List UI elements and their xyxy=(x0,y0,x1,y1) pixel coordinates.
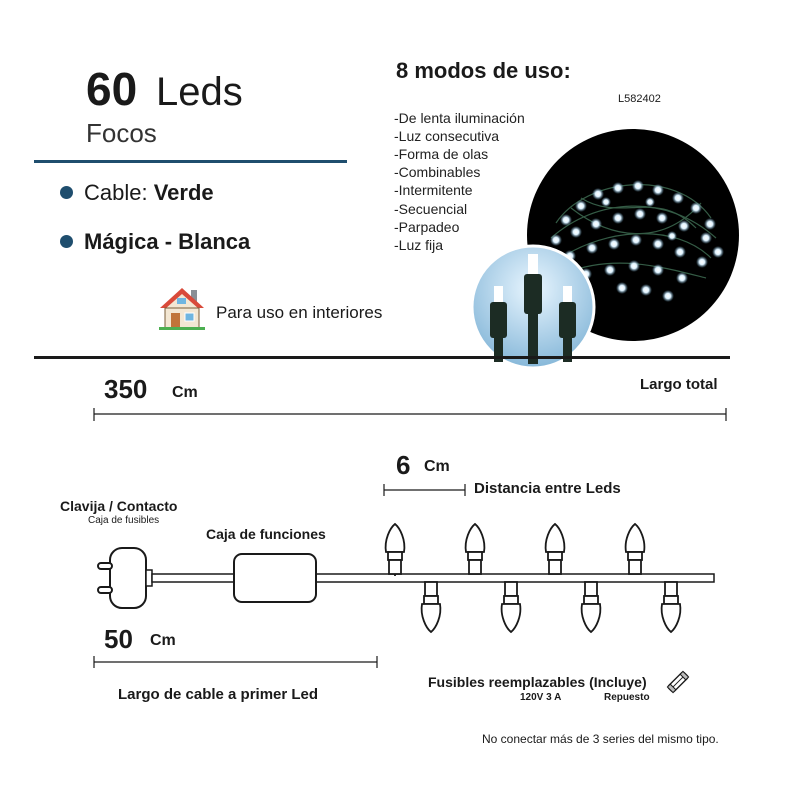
house-icon xyxy=(157,284,207,332)
fuse-label: Fusibles reemplazables (Incluye) xyxy=(428,674,647,690)
feature-color xyxy=(84,229,250,255)
led-count: 60 xyxy=(86,63,138,115)
mode-item: -De lenta iluminación xyxy=(394,110,525,126)
plug-sublabel: Caja de fusibles xyxy=(88,515,160,526)
wiring-diagram xyxy=(90,510,730,640)
bullet-icon xyxy=(60,235,73,248)
product-subtitle: Focos xyxy=(86,118,157,148)
total-length-label: Largo total xyxy=(640,376,718,393)
feature-cable xyxy=(84,180,214,206)
spacing-label: Distancia entre Leds xyxy=(474,480,621,497)
feature-cable-value: Verde xyxy=(153,180,214,205)
led-bulbs-top xyxy=(386,524,645,576)
mode-item: -Intermitente xyxy=(394,182,473,198)
mode-item: -Luz consecutiva xyxy=(394,128,500,144)
mode-item: -Luz fija xyxy=(394,237,444,253)
lead-length-dimension-line xyxy=(90,652,382,672)
function-box-icon xyxy=(234,554,316,602)
mode-item: -Combinables xyxy=(394,164,481,180)
fuse-rating: 120V 3 A xyxy=(520,692,562,703)
fuse-spare-label: Repuesto xyxy=(604,692,650,703)
product-code: L582402 xyxy=(618,93,661,105)
lead-length-unit: Cm xyxy=(150,632,176,649)
spacing-value: 6 xyxy=(396,450,411,480)
mode-item: -Forma de olas xyxy=(394,146,489,162)
mode-item: -Secuencial xyxy=(394,201,468,217)
total-length-value: 350 xyxy=(104,374,148,404)
lead-length-value: 50 xyxy=(104,624,133,654)
lead-length-label: Largo de cable a primer Led xyxy=(118,686,319,703)
footer-note: No conectar más de 3 series del mismo tipo. xyxy=(482,732,719,746)
plug-label: Clavija / Contacto xyxy=(60,498,178,514)
bullet-icon xyxy=(60,186,73,199)
mode-item: -Parpadeo xyxy=(394,219,460,235)
led-count-label: Leds xyxy=(156,70,243,114)
indoor-use-text: Para uso en interiores xyxy=(216,303,383,322)
total-length-unit: Cm xyxy=(172,384,198,401)
function-box-label: Caja de funciones xyxy=(206,526,326,542)
bulb-closeup-photo xyxy=(470,244,596,370)
header-divider xyxy=(34,160,347,163)
modes-title: 8 modos de uso: xyxy=(396,58,571,83)
plug-icon xyxy=(98,548,152,608)
feature-color-value: Mágica - Blanca xyxy=(84,229,251,254)
section-divider xyxy=(34,356,730,359)
fuse-icon xyxy=(664,668,692,696)
led-bulbs-bottom xyxy=(422,582,681,632)
total-length-dimension-line xyxy=(90,404,730,424)
spacing-unit: Cm xyxy=(424,458,450,475)
spacing-dimension-line xyxy=(380,480,470,500)
feature-cable-label: Cable: xyxy=(84,180,148,205)
